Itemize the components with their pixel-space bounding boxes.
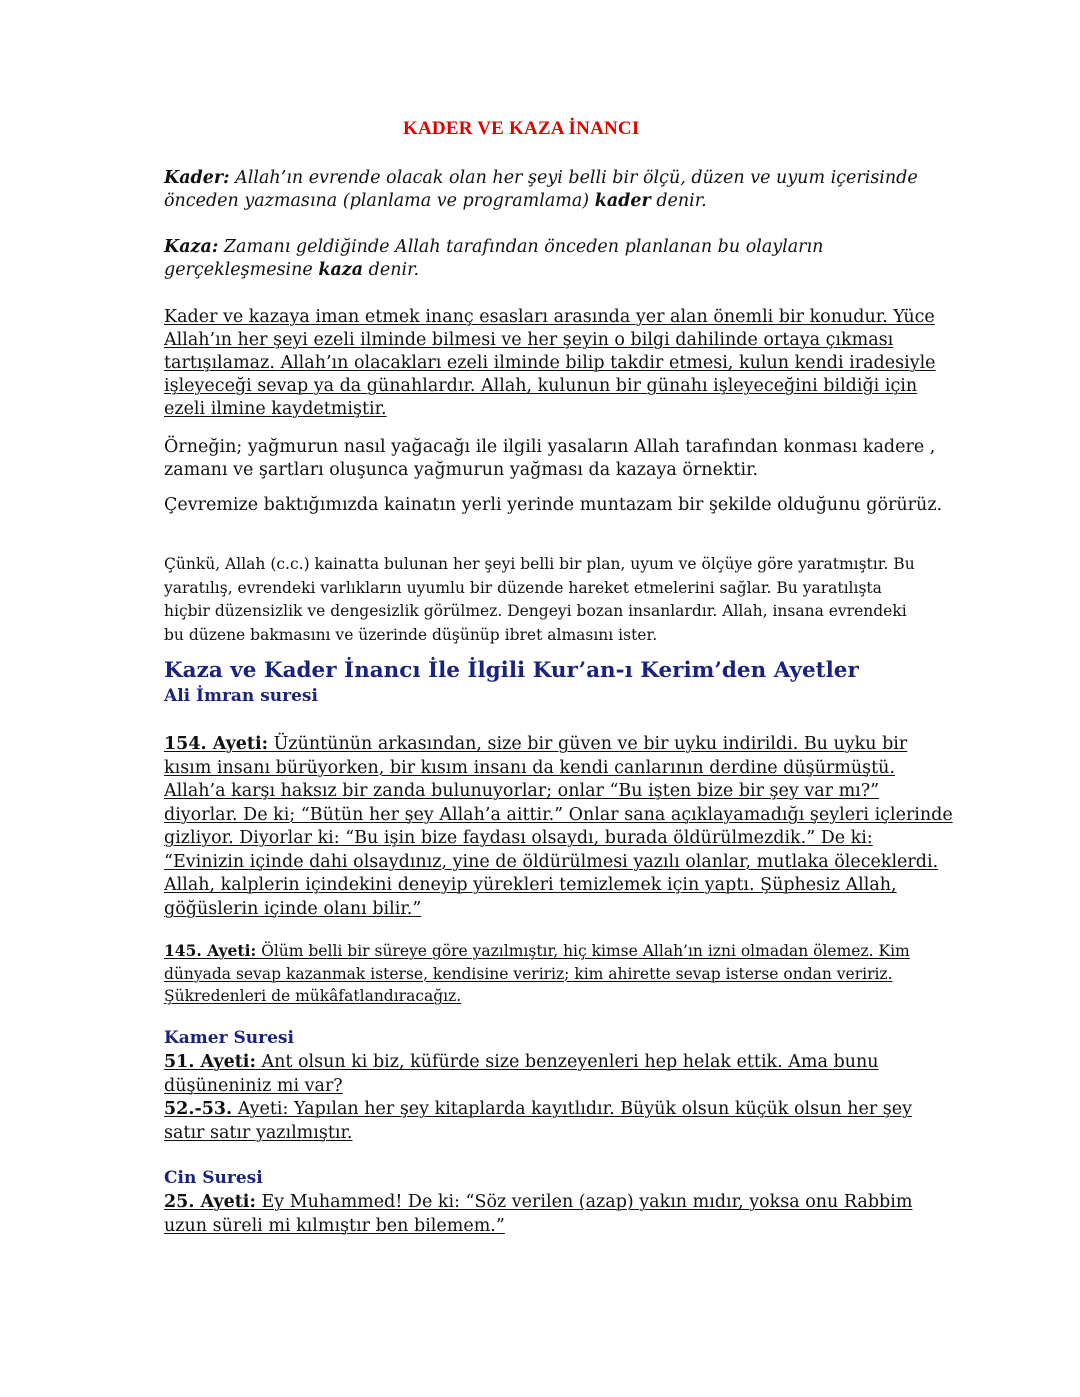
ayet-52-53 bbox=[164, 1098, 912, 1145]
ayet-label: 51. Ayeti: bbox=[164, 1052, 256, 1072]
ayet-text: düşüneniniz mi var? bbox=[164, 1075, 343, 1096]
ayet-text: Allah, kalplerin içindekini deneyip yürekleri temizlemek için yaptı. Şüphesiz Allah, bbox=[164, 875, 897, 895]
kaza-text-2c: denir. bbox=[363, 260, 420, 280]
kamer-heading: Kamer Suresi bbox=[164, 1028, 294, 1048]
ayet-51 bbox=[164, 1051, 879, 1098]
ayet-label: 52.-53. bbox=[164, 1099, 233, 1119]
kader-text-2c: denir. bbox=[650, 191, 707, 211]
paragraph-kainat bbox=[164, 494, 942, 517]
ali-imran-heading: Ali İmran suresi bbox=[164, 686, 318, 706]
ayet-text: dünyada sevap kazanmak isterse, kendisine veririz; kim ahirette sevap isterse ondan veririz. bbox=[164, 964, 893, 983]
ayet-text: diyorlar. De ki; “Bütün her şey Allah’a aittir.” Onlar sana açıklayamadığı şeyleri içlerinde bbox=[164, 804, 953, 825]
paragraph-line: işleyeceği sevap ya da günahlardır. Allah, kulunun bir günahı işleyeceğini bildiği için bbox=[164, 376, 918, 396]
ayet-text: kısım insanı bürüyorken, bir kısım insanı da kendi canlarının derdine düşürmüştü. bbox=[164, 757, 895, 778]
kaza-term: Kaza: bbox=[164, 237, 219, 257]
paragraph-line: Çevremize baktığımızda kainatın yerli yerinde muntazam bir şekilde olduğunu görürüz. bbox=[164, 495, 943, 515]
ayet-text: göğüslerin içinde olanı bilir.” bbox=[164, 898, 422, 919]
kaza-text-1: Zamanı geldiğinde Allah tarafından önceden planlanan bu olayların bbox=[218, 237, 824, 257]
kaza-text-2a: gerçekleşmesine bbox=[164, 260, 319, 280]
ayet-text: “Evinizin içinde dahi olsaydınız, yine de öldürülmesi yazılı olanlar, mutlaka öleceklerdi. bbox=[164, 851, 939, 872]
ayet-text: Ant olsun ki biz, küfürde size benzeyenleri hep helak ettik. Ama bunu bbox=[255, 1052, 879, 1072]
paragraph-line: Örneğin; yağmurun nasıl yağacağı ile ilgili yasaların Allah tarafından konması kadere , bbox=[164, 437, 936, 457]
ayet-label: 154. Ayeti: bbox=[164, 734, 269, 754]
ayet-25 bbox=[164, 1191, 912, 1238]
paragraph-line: yaratılış, evrendeki varlıkların uyumlu bir düzende hareket etmelerini sağlar. Bu yaratılışta bbox=[164, 578, 882, 597]
paragraph-kader-kaza-iman bbox=[164, 306, 936, 421]
ayet-text: Allah’a karşı haksız bir zanda bulunuyorlar; onlar “Bu işten bize bir şey var mı?” bbox=[164, 781, 880, 801]
ayet-text: Üzüntünün arkasından, size bir güven ve bir uyku indirildi. Bu uyku bir bbox=[268, 734, 908, 754]
ayet-text: uzun süreli mi kılmıştır ben bilemem.” bbox=[164, 1215, 505, 1236]
paragraph-line: hiçbir düzensizlik ve dengesizlik görülmez. Dengeyi bozan insanlardır. Allah, insana evrendeki bbox=[164, 602, 907, 620]
ayet-text: gizliyor. Diyorlar ki: “Bu işin bize faydası olsaydı, burada öldürülmezdik.” De ki: bbox=[164, 828, 873, 848]
paragraph-line: Kader ve kazaya iman etmek inanç esasları arasında yer alan önemli bir konudur. Yüce bbox=[164, 307, 935, 327]
kader-keyword: kader bbox=[594, 191, 651, 211]
ayet-text: Ey Muhammed! De ki: “Söz verilen (azap) yakın mıdır, yoksa onu Rabbim bbox=[255, 1192, 913, 1212]
paragraph-line: bu düzene bakmasını ve üzerinde düşünüp ibret almasını ister. bbox=[164, 625, 658, 644]
section-heading: Kaza ve Kader İnancı İle İlgili Kur’an-ı Kerim’den Ayetler bbox=[164, 658, 859, 683]
page-title: KADER VE KAZA İNANCI bbox=[403, 118, 640, 139]
ayet-label: 145. Ayeti: bbox=[164, 941, 257, 960]
kader-term: Kader: bbox=[164, 168, 230, 188]
kaza-keyword: kaza bbox=[318, 260, 364, 280]
kader-definition bbox=[164, 167, 918, 213]
ayet-text: satır satır yazılmıştır. bbox=[164, 1122, 353, 1143]
ayet-145 bbox=[164, 940, 910, 1008]
kader-text-2a: önceden yazmasına (planlama ve programlama) bbox=[164, 191, 595, 211]
kader-text-1: Allah’ın evrende olacak olan her şeyi belli bir ölçü, düzen ve uyum içerisinde bbox=[229, 168, 918, 188]
paragraph-line: ezeli ilmine kaydetmiştir. bbox=[164, 399, 387, 419]
paragraph-line: zamanı ve şartları oluşunca yağmurun yağması da kazaya örnektir. bbox=[164, 460, 759, 480]
cin-heading: Cin Suresi bbox=[164, 1168, 263, 1188]
ayet-text: Ölüm belli bir süreye göre yazılmıştır, hiç kimse Allah’ın izni olmadan ölemez. Kim bbox=[256, 942, 910, 960]
ayet-label: 25. Ayeti: bbox=[164, 1192, 256, 1212]
ayet-text: Ayeti: Yapılan her şey kitaplarda kayıtlıdır. Büyük olsun küçük olsun her şey bbox=[232, 1099, 912, 1119]
ayet-154 bbox=[164, 733, 953, 921]
ayet-text: Şükredenleri de mükâfatlandıracağız. bbox=[164, 987, 462, 1005]
kaza-definition bbox=[164, 236, 823, 282]
paragraph-example bbox=[164, 436, 935, 482]
paragraph-line: tartışılamaz. Allah’ın olacakları ezeli ilminde bilip takdir etmesi, kulun kendi iradesiyle bbox=[164, 353, 936, 373]
paragraph-cunku bbox=[164, 553, 915, 647]
paragraph-line: Çünkü, Allah (c.c.) kainatta bulunan her şeyi belli bir plan, uyum ve ölçüye göre yaratmıştır. Bu bbox=[164, 555, 915, 573]
paragraph-line: Allah’ın her şeyi ezeli ilminde bilmesi ve her şeyin o bilgi dahilinde ortaya çıkması bbox=[164, 330, 894, 350]
